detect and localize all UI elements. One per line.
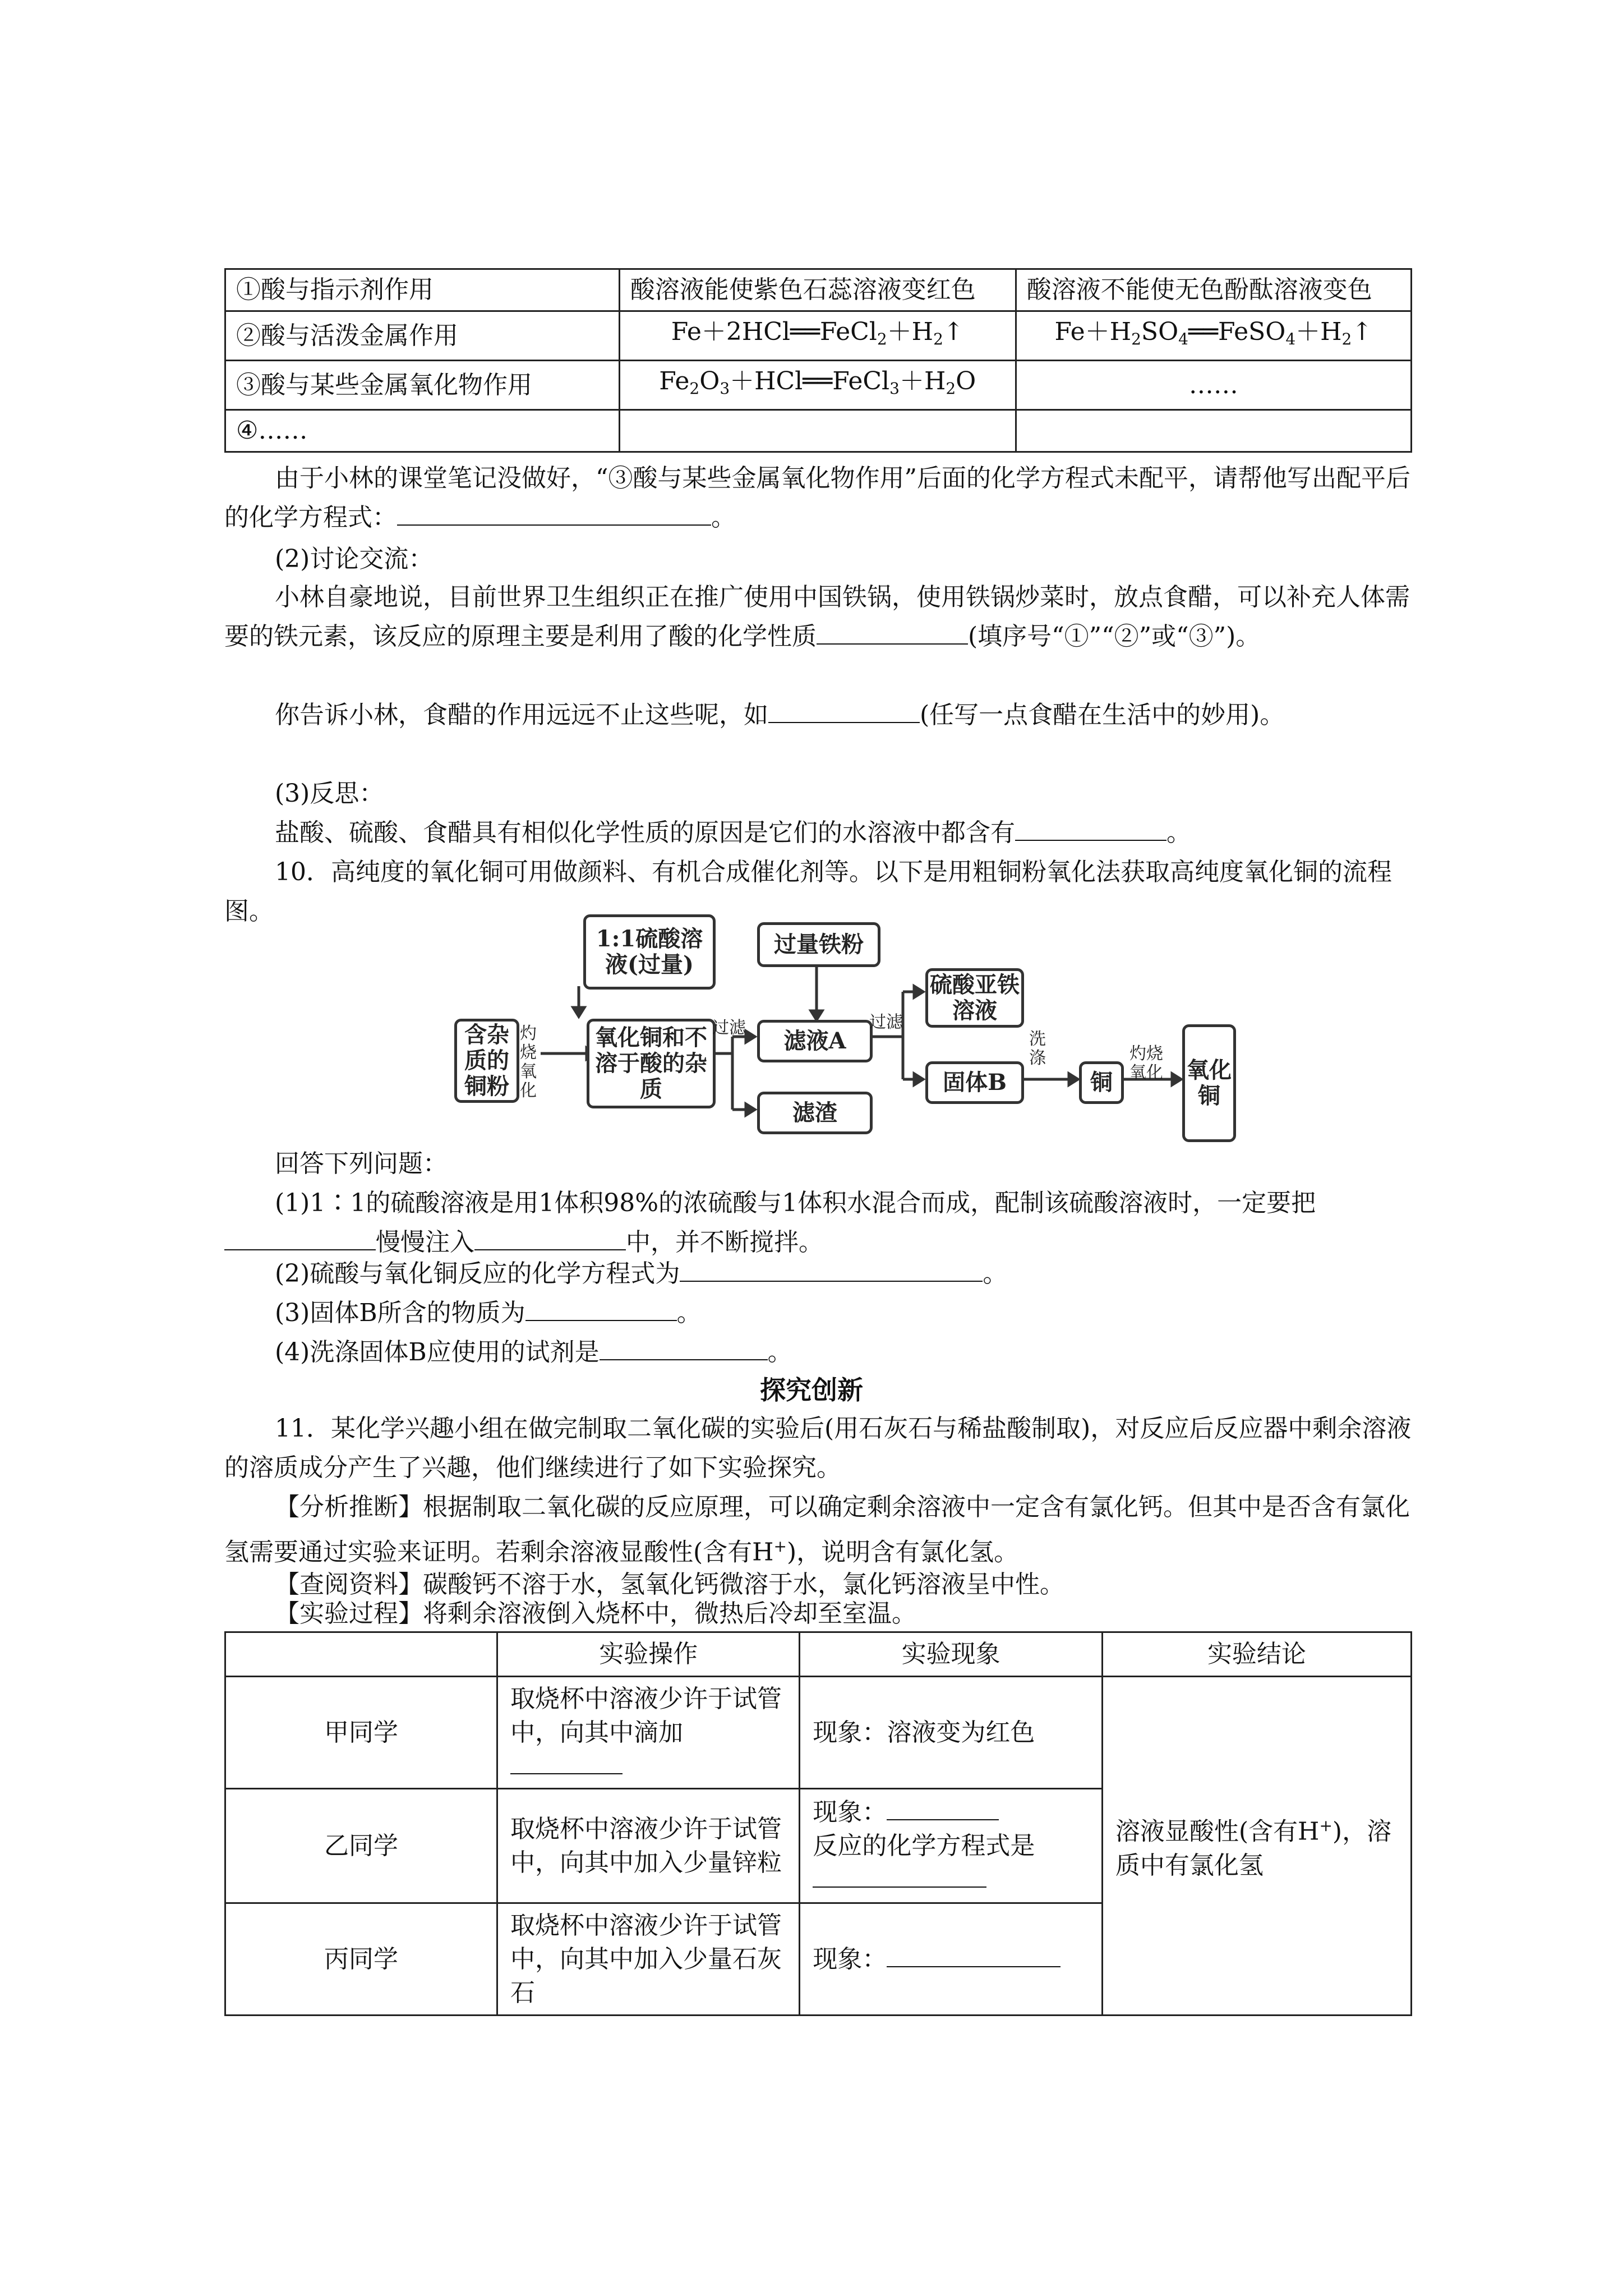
label-roast-oxidize: 灼烧氧化 bbox=[520, 1024, 537, 1101]
answer-blank[interactable] bbox=[887, 1944, 1061, 1967]
box-residue: 滤渣 bbox=[757, 1092, 873, 1134]
table-header-row bbox=[225, 1632, 1412, 1677]
phenomenon-cell: 现象： 反应的化学方程式是 bbox=[800, 1789, 1103, 1903]
box-raw-copper: 含杂质的铜粉 bbox=[454, 1019, 519, 1103]
student-name: 丙同学 bbox=[225, 1903, 497, 2016]
operation-cell: 取烧杯中溶液少许于试管中，向其中加入少量石灰石 bbox=[497, 1903, 800, 2016]
table-cell: ③酸与某些金属氧化物作用 bbox=[225, 361, 620, 410]
paragraph-vinegar-use: 你告诉小林，食醋的作用远远不止这些呢，如 (任写一点食醋在生活中的妙用)。 bbox=[275, 701, 1285, 729]
table-cell: ①酸与指示剂作用 bbox=[225, 269, 620, 311]
operation-cell: 取烧杯中溶液少许于试管中，向其中滴加 bbox=[497, 1677, 800, 1789]
section-heading: 探究创新 bbox=[760, 1375, 863, 1405]
box-filtrate-a: 滤液A bbox=[757, 1020, 873, 1062]
answer-blank[interactable] bbox=[474, 1227, 626, 1250]
q10-intro: 回答下列问题： bbox=[275, 1149, 448, 1178]
conclusion-cell: 溶液显酸性(含有H+)，溶质中有氯化氢 bbox=[1102, 1677, 1411, 2016]
q10-part-4: (4)洗涤固体B应使用的试剂是 。 bbox=[275, 1338, 792, 1366]
flowchart bbox=[449, 914, 1245, 1139]
box-ferrous-sulfate: 硫酸亚铁溶液 bbox=[925, 968, 1024, 1028]
phenomenon-cell: 现象： bbox=[800, 1903, 1103, 2016]
answer-blank[interactable] bbox=[600, 1337, 768, 1360]
table-cell bbox=[1016, 410, 1411, 452]
table-row bbox=[225, 410, 1412, 452]
label-wash: 洗涤 bbox=[1029, 1029, 1046, 1068]
equation-fe2o3-hcl: $Fe_2O_3+HCl══FeCl_3+H_2O$ bbox=[619, 361, 1016, 410]
answer-blank[interactable] bbox=[817, 621, 968, 645]
student-name: 甲同学 bbox=[225, 1677, 497, 1789]
question-10: 10．高纯度的氧化铜可用做颜料、有机合成催化剂等。以下是用粗铜粉氧化法获取高纯度氧化铜的流程图。 bbox=[224, 858, 1392, 926]
table-row bbox=[225, 361, 1412, 410]
question-3-title: (3)反思： bbox=[275, 779, 384, 808]
q10-part-3: (3)固体B所含的物质为 。 bbox=[275, 1299, 702, 1327]
table-cell bbox=[619, 410, 1016, 452]
table-cell: 酸溶液不能使无色酚酞溶液变色 bbox=[1016, 269, 1411, 311]
answer-blank[interactable] bbox=[224, 1227, 376, 1250]
box-solid-b: 固体B bbox=[925, 1061, 1024, 1104]
answer-blank[interactable] bbox=[887, 1797, 999, 1820]
table-cell: ④…… bbox=[225, 410, 620, 452]
question-2-title: (2)讨论交流： bbox=[275, 545, 434, 573]
answer-blank[interactable] bbox=[768, 700, 920, 723]
label-roast-oxidize-2: 灼烧氧化 bbox=[1129, 1044, 1163, 1083]
box-copper-oxide: 氧化铜 bbox=[1182, 1024, 1236, 1142]
equation-fe-h2so4: $Fe+H_2SO_4══FeSO_4+H_2↑$ bbox=[1016, 311, 1411, 361]
box-sulfuric-acid: 1:1硫酸溶液(过量) bbox=[583, 914, 716, 990]
answer-blank[interactable] bbox=[397, 502, 711, 526]
box-copper-oxide-mix: 氧化铜和不溶于酸的杂质 bbox=[587, 1019, 716, 1108]
q10-part-1: (1)1∶1的硫酸溶液是用1体积98%的浓硫酸与1体积水混合而成，配制该硫酸溶液时，一定要把慢慢注入 中，并不断搅拌。 bbox=[224, 1184, 1412, 1262]
table-row bbox=[225, 311, 1412, 361]
table-header: 实验现象 bbox=[800, 1632, 1103, 1677]
q10-part-2: (2)硫酸与氧化铜反应的化学方程式为 。 bbox=[275, 1259, 1008, 1288]
equation-fe-hcl: $Fe+2HCl══FeCl_2+H_2↑$ bbox=[619, 311, 1016, 361]
table-cell: ②酸与活泼金属作用 bbox=[225, 311, 620, 361]
phenomenon-cell: 现象：溶液变为红色 bbox=[800, 1677, 1103, 1789]
table-cell: …… bbox=[1016, 361, 1411, 410]
table-row bbox=[225, 269, 1412, 311]
experiment-table bbox=[224, 1631, 1412, 2016]
answer-blank[interactable] bbox=[525, 1297, 677, 1321]
analysis-paragraph: 【分析推断】根据制取二氧化碳的反应原理，可以确定剩余溶液中一定含有氯化钙。但其中是否含有氯化氢需要通过实验来证明。若剩余溶液显酸性(含有H+)，说明含有氯化氢。 bbox=[224, 1493, 1410, 1567]
paragraph-balance-equation: 由于小林的课堂笔记没做好，“③酸与某些金属氧化物作用”后面的化学方程式未配平，请帮他写出配平后的化学方程式： 。 bbox=[224, 464, 1410, 532]
table-header: 实验结论 bbox=[1102, 1632, 1411, 1677]
acid-properties-table bbox=[224, 268, 1412, 453]
operation-cell: 取烧杯中溶液少许于试管中，向其中加入少量锌粒 bbox=[497, 1789, 800, 1903]
paragraph-iron-pot: 小林自豪地说，目前世界卫生组织正在推广使用中国铁锅，使用铁锅炒菜时，放点食醋，可以补充人体需要的铁元素，该反应的原理主要是利用了酸的化学性质 (填序号“①”“②”或“③”)。 bbox=[224, 583, 1410, 651]
answer-blank[interactable] bbox=[1015, 817, 1166, 841]
paragraph-reflection: 盐酸、硫酸、食醋具有相似化学性质的原因是它们的水溶液中都含有 。 bbox=[275, 818, 1191, 847]
table-row bbox=[225, 1677, 1412, 1789]
answer-blank[interactable] bbox=[510, 1751, 623, 1774]
table-cell: 酸溶液能使紫色石蕊溶液变红色 bbox=[619, 269, 1016, 311]
lookup-paragraph: 【查阅资料】碳酸钙不溶于水，氢氧化钙微溶于水，氯化钙溶液呈中性。 bbox=[275, 1570, 1064, 1599]
box-iron-powder: 过量铁粉 bbox=[757, 922, 880, 967]
student-name: 乙同学 bbox=[225, 1789, 497, 1903]
question-11: 11．某化学兴趣小组在做完制取二氧化碳的实验后(用石灰石与稀盐酸制取)，对反应后反应器中剩余溶液的溶质成分产生了兴趣，他们继续进行了如下实验探究。 bbox=[224, 1414, 1412, 1482]
table-header bbox=[225, 1632, 497, 1677]
process-paragraph: 【实验过程】将剩余溶液倒入烧杯中，微热后冷却至室温。 bbox=[275, 1599, 916, 1628]
table-header: 实验操作 bbox=[497, 1632, 800, 1677]
box-copper: 铜 bbox=[1079, 1061, 1124, 1104]
answer-blank[interactable] bbox=[813, 1864, 986, 1888]
answer-blank[interactable] bbox=[680, 1258, 983, 1282]
label-filter-2: 过滤 bbox=[869, 1013, 903, 1032]
label-filter-1: 过滤 bbox=[712, 1018, 746, 1038]
